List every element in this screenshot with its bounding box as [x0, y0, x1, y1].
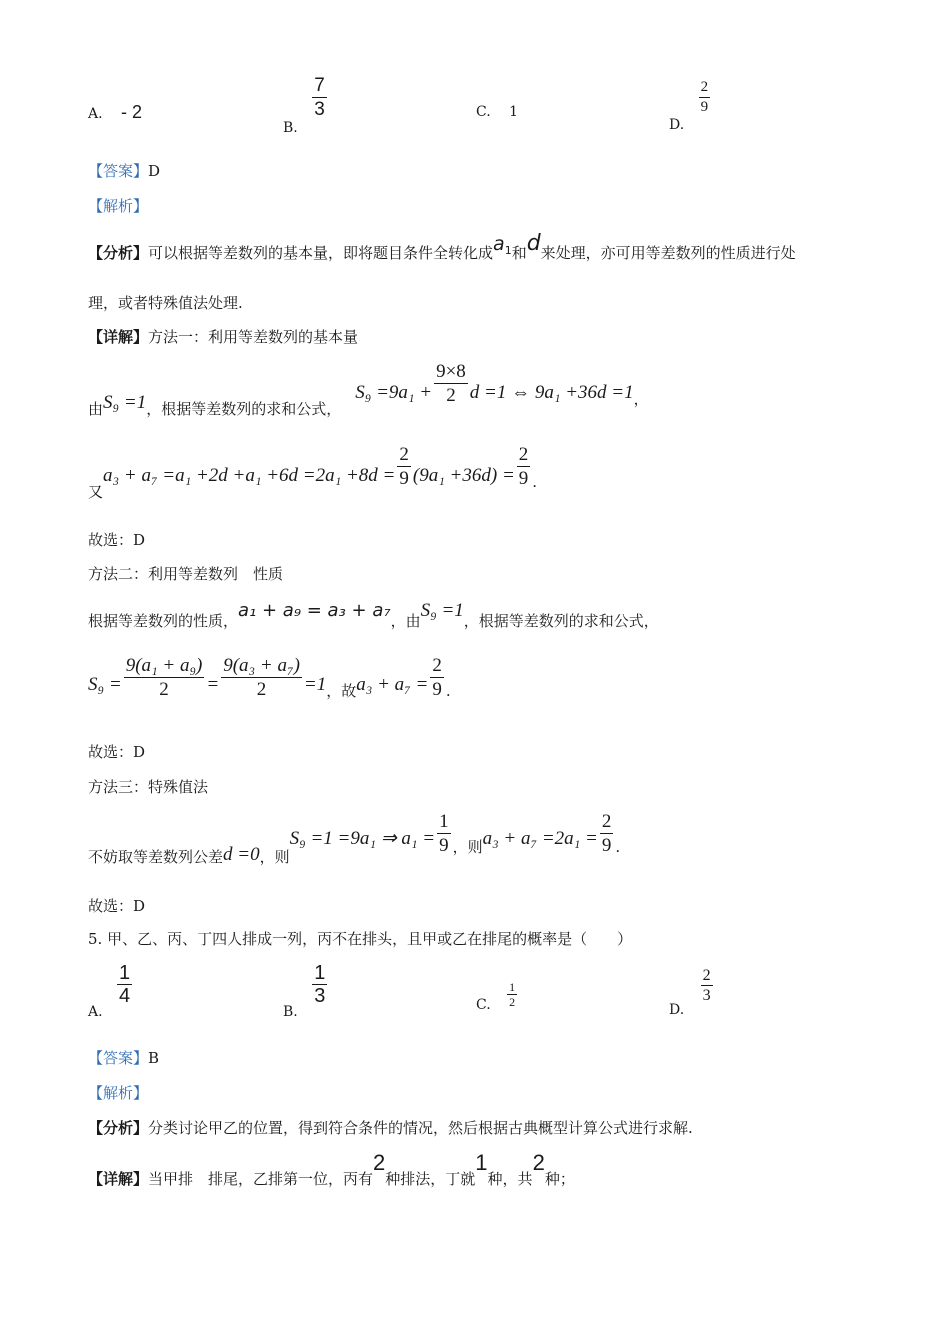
formula: S₉ =1 [420, 600, 464, 621]
q4-method1-eq1 [88, 361, 649, 418]
fraction-numerator: 2 [702, 967, 711, 984]
text: ，故 [326, 681, 357, 700]
q4-guxuan-2: 故选：D [88, 743, 146, 761]
formula: S₉ = [88, 673, 122, 695]
he-text: 和 [511, 244, 527, 262]
option-label: B. [283, 119, 298, 136]
q5-fenxi [88, 1118, 693, 1138]
text: . [615, 837, 621, 856]
option-label: B. [283, 1003, 298, 1020]
fraction-denominator: 2 [446, 385, 456, 406]
formula: a₁ + a₉ = a₃ + a₇ [238, 600, 391, 621]
formula: a₃ + a₇ =a₁ +2d +a₁ +6d =2a₁ +8d = [103, 464, 396, 486]
number: 1 [475, 1150, 488, 1175]
fenxi-text: 分类讨论甲乙的位置，得到符合条件的情况，然后根据古典概型计算公式进行求解. [148, 1119, 693, 1137]
fraction-numerator: 2 [601, 811, 612, 832]
fraction-numerator: 2 [432, 655, 442, 676]
fraction-numerator: 9(a₃ + a₇) [223, 655, 300, 676]
q4-answer [88, 161, 160, 181]
q4-option-c [476, 104, 518, 120]
fraction-denominator: 9 [518, 468, 529, 489]
option-label: C. [476, 996, 491, 1013]
fraction-denominator: 4 [119, 985, 131, 1007]
number: 2 [373, 1150, 386, 1175]
fraction-denominator: 3 [314, 99, 325, 120]
fraction-denominator: 2 [509, 995, 516, 1009]
text: 种，共 [487, 1170, 533, 1188]
formula: d =1 ⇔ 9a₁ +36d =1 [469, 381, 634, 403]
answer-value: B [148, 1049, 160, 1067]
fraction-numerator: 7 [314, 75, 325, 96]
q5-option-d [669, 966, 715, 1018]
option-label: D. [669, 116, 685, 133]
formula: a₃ + a₇ =2a₁ = [482, 827, 598, 849]
fraction-denominator: 3 [314, 985, 326, 1007]
q4-method3-title: 方法三：特殊值法 [88, 778, 209, 796]
fenxi-text: 可以根据等差数列的基本量，即将题目条件全转化成 [148, 244, 494, 262]
option-label: A. [88, 1003, 103, 1020]
fraction-denominator: 2 [256, 679, 267, 700]
q4-guxuan-1: 故选：D [88, 531, 146, 549]
text: ，根据等差数列的求和公式， [463, 612, 659, 630]
answer-value: D [148, 162, 161, 180]
formula: S₉ =1 [103, 391, 147, 413]
q4-option-d [669, 78, 712, 133]
formula: =1 [303, 673, 327, 695]
q5-stem: 5. 甲、乙、丙、丁四人排成一列，丙不在排头，且甲或乙在排尾的概率是（ ） [88, 930, 633, 948]
q4-method2-line1 [88, 600, 659, 630]
text: ，根据等差数列的求和公式， [146, 399, 342, 418]
fraction-denominator: 9 [432, 679, 442, 700]
fenxi-text: 来处理，亦可用等差数列的性质进行处 [540, 244, 796, 262]
option-label: C. [476, 104, 491, 120]
q4-method2-eq [88, 654, 451, 701]
answer-tag: 【答案】 [88, 162, 149, 180]
option-label: D. [669, 1001, 685, 1018]
formula: S₉ =9a₁ + [355, 381, 433, 403]
text: ，则 [452, 837, 483, 856]
fraction-numerator: 1 [314, 962, 326, 984]
formula: a₃ + a₇ = [356, 673, 429, 695]
option-label: A. [88, 106, 103, 122]
text: ，则 [259, 847, 290, 866]
formula: = [206, 673, 220, 695]
q5-option-c [476, 980, 519, 1013]
fraction-numerator: 9(a₁ + a₉) [125, 655, 203, 676]
q5-answer [88, 1048, 159, 1068]
fraction-denominator: 3 [702, 987, 711, 1004]
q5-analysis-tag: 【解析】 [88, 1084, 149, 1102]
q4-method1-title [88, 327, 358, 347]
xiangjie-tag: 【详解】 [88, 1170, 149, 1188]
q4-option-b [283, 74, 329, 136]
q4-option-a [88, 102, 142, 123]
number: 2 [532, 1150, 545, 1175]
q4-fenxi-cont: 理，或者特殊值法处理. [88, 294, 243, 312]
q4-guxuan-3: 故选：D [88, 897, 146, 915]
q4-method1-eq2 [88, 444, 538, 501]
q4-fenxi [88, 231, 796, 269]
fraction-numerator: 2 [399, 444, 409, 465]
formula: S₉ =1 =9a₁ ⇒ a₁ = [289, 827, 436, 849]
fenxi-tag: 【分析】 [88, 1119, 149, 1137]
d-symbol: d [526, 231, 541, 256]
text: 种； [544, 1170, 575, 1188]
fraction-denominator: 9 [700, 99, 709, 115]
q4-method3-eq [88, 810, 621, 866]
option-value: - 2 [121, 102, 143, 122]
formula: d =0 [223, 843, 260, 865]
text: ，由 [390, 612, 421, 630]
answer-tag: 【答案】 [88, 1049, 149, 1067]
text: . [532, 472, 538, 491]
fraction-denominator: 9 [399, 468, 409, 489]
fraction-numerator: 1 [439, 811, 449, 832]
q5-option-a [88, 962, 134, 1020]
fraction-numerator: 2 [518, 444, 529, 465]
q5-option-b [283, 962, 329, 1020]
fraction-denominator: 9 [439, 835, 449, 856]
text: 由 [88, 399, 104, 418]
q4-analysis-tag: 【解析】 [88, 197, 149, 215]
text: 根据等差数列的性质， [88, 612, 239, 630]
text: 不妨取等差数列公差 [88, 847, 224, 866]
fraction-numerator: 2 [700, 79, 709, 95]
text: 当甲排 排尾，乙排第一位，丙有 [148, 1170, 374, 1188]
q4-method2-title: 方法二：利用等差数列 性质 [88, 565, 284, 583]
fraction-denominator: 9 [601, 835, 612, 856]
method-title: 方法一：利用等差数列的基本量 [148, 328, 359, 346]
formula: (9a₁ +36d) = [412, 464, 515, 486]
text: ， [633, 389, 649, 408]
fenxi-tag: 【分析】 [88, 244, 149, 262]
option-value: 1 [509, 104, 519, 120]
text: 又 [88, 482, 104, 501]
text: 种排法，丁就 [385, 1170, 476, 1188]
xiangjie-tag: 【详解】 [88, 328, 149, 346]
fraction-numerator: 1 [119, 962, 131, 984]
text: . [445, 681, 451, 700]
fraction-numerator: 1 [509, 980, 516, 994]
q5-xiangjie [88, 1150, 575, 1188]
fraction-numerator: 9×8 [436, 361, 466, 382]
fraction-denominator: 2 [159, 679, 169, 700]
a1-symbol: $a_1$ [493, 233, 512, 257]
